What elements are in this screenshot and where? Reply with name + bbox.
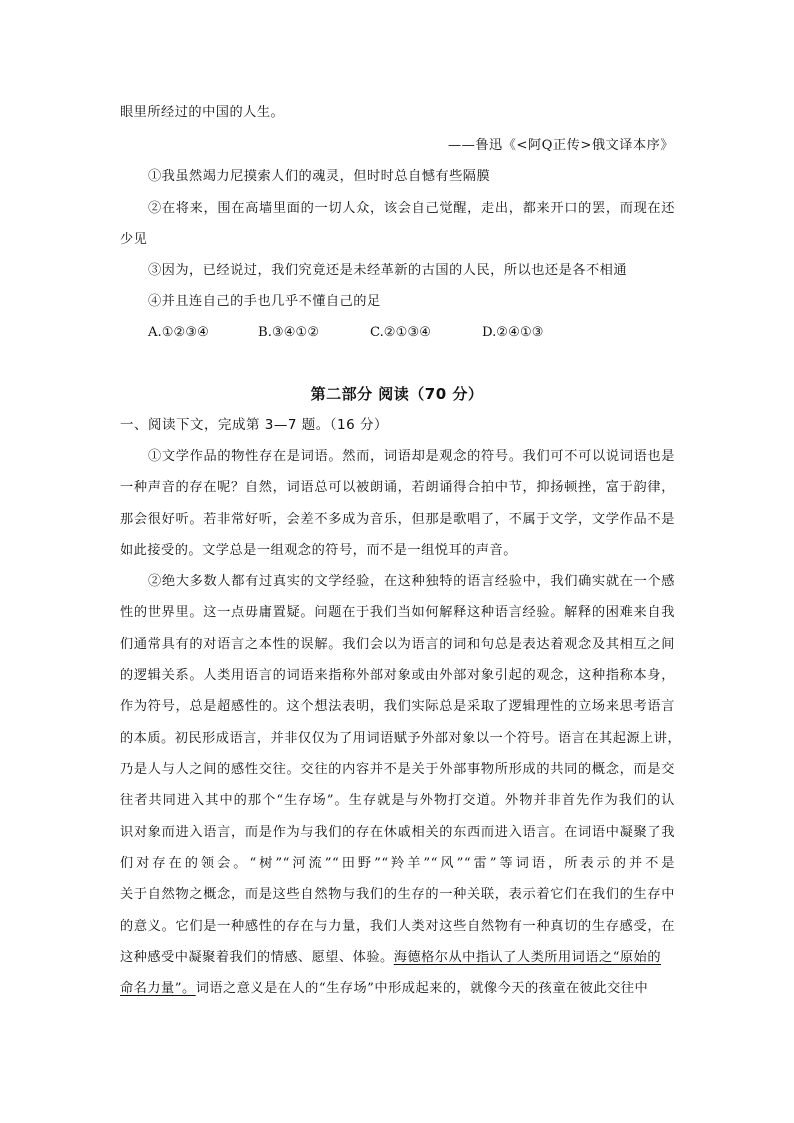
sentence-3: ③因为，已经说过，我们究竟还是未经革新的古国的人民，所以也还是各不相通 (148, 263, 628, 278)
para1-line-1: ①文学作品的物性存在是词语。然而，词语却是观念的符号。我们可不可以说词语也是 (148, 449, 675, 464)
sentence-1: ①我虽然竭力尼摸索人们的魂灵，但时时总自憾有些隔膜 (148, 169, 491, 184)
para2-line-14-text: 词语之意义是在人的“生存场”中形成起来的，就像今天的孩童在彼此交往中 (195, 981, 649, 996)
para1-line-3: 那会很好听。若非常好听，会差不多成为音乐，但那是歌唱了，不属于文学，文学作品不是 (120, 512, 675, 527)
option-d: D.②④①③ (482, 325, 544, 340)
para2-line-14 (120, 980, 648, 998)
para2-line-13-text: 这种感受中凝聚着我们的情感、愿望、体验。 (120, 950, 394, 965)
option-a: A.①②③④ (148, 325, 210, 340)
quote-ending: 眼里所经过的中国的人生。 (120, 105, 285, 120)
quote-attribution: ——鲁迅《<阿Q正传>俄文译本序》 (447, 138, 674, 153)
sentence-4: ④并且连自己的手也几乎不懂自己的足 (148, 294, 381, 309)
option-b: B.③④①② (258, 325, 320, 340)
para2-line-12: 的意义。它们是一种感性的存在与力量，我们人类对这些自然物有一种真切的生存感受，在 (120, 919, 675, 934)
para2-line-1: ②绝大多数人都有过真实的文学经验，在这种独特的语言经验中，我们确实就在一个感 (148, 574, 675, 589)
para2-line-3: 们通常具有的对语言之本性的误解。我们会以为语言的词和句总是表达着观念及其相互之间 (120, 637, 675, 652)
para2-line-11: 关于自然物之概念，而是这些自然物与我们的生存的一种关联，表示着它们在我们的生存中 (120, 887, 675, 902)
question-heading: 一、阅读下文，完成第 3—7 题。（16 分） (120, 417, 388, 433)
para2-line-9: 识对象而进入语言，而是作为与我们的存在休戚相关的东西而进入语言。在词语中凝聚了我 (120, 825, 675, 840)
para2-line-2: 性的世界里。这一点毋庸置疑。问题在于我们当如何解释这种语言经验。解释的困难来自我 (120, 605, 675, 620)
sentence-2-cont: 少见 (120, 232, 148, 247)
para1-line-2: 一种声音的存在呢？自然，词语总可以被朗诵，若朗诵得合拍中节，抑扬顿挫，富于韵律， (120, 480, 675, 495)
option-c: C.②①③④ (370, 325, 432, 340)
para1-line-4: 如此接受的。文学总是一组观念的符号，而不是一组悦耳的声音。 (120, 543, 517, 558)
section-title: 第二部分 阅读（70 分） (310, 385, 484, 403)
para2-line-6: 的本质。初民形成语言，并非仅仅为了用词语赋予外部对象以一个符号。语言在其起源上讲， (120, 731, 682, 746)
para2-line-5: 作为符号，总是超感性的。这个想法表明，我们实际总是采取了逻辑理性的立场来思考语言 (120, 699, 675, 714)
para2-line-13 (120, 949, 661, 967)
para2-line-8: 往者共同进入其中的那个“生存场”。生存就是与外物打交道。外物并非首先作为我们的认 (120, 793, 675, 808)
underlined-sentence-part-1: 海德格尔从中指认了人类所用词语之“原始的 (393, 950, 662, 965)
para2-line-10: 们对存在的领会。“树”“河流”“田野”“羚羊”“风”“雷”等词语，所表示的并不是 (120, 856, 675, 871)
para2-line-4: 的逻辑关系。人类用语言的词语来指称外部对象或由外部对象引起的观念，这种指称本身， (120, 668, 675, 683)
para2-line-7: 乃是人与人之间的感性交往。交往的内容并不是关于外部事物所形成的共同的概念，而是交 (120, 762, 675, 777)
sentence-2: ②在将来，围在高墙里面的一切人众，该会自己觉醒，走出，都来开口的罢，而现在还 (148, 201, 675, 216)
underlined-sentence-part-2: 命名力量”。 (120, 981, 196, 996)
